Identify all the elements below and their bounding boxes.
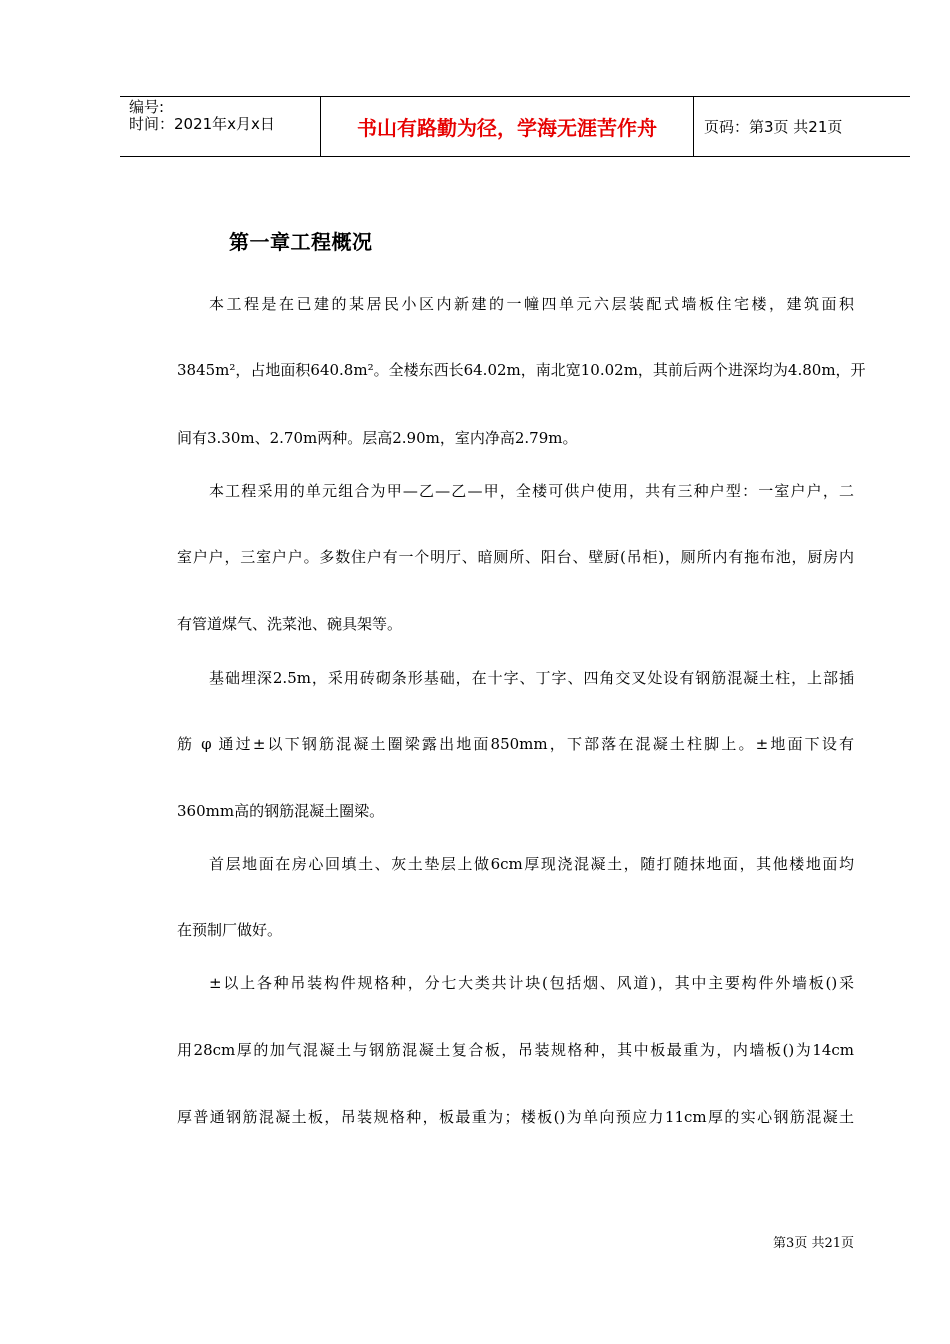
- header-table: [120, 96, 910, 157]
- paragraph-line: 有管道煤气、洗菜池、碗具架等。: [177, 615, 403, 633]
- paragraph-line: 室户户，三室户户。多数住户有一个明厅、暗厕所、阳台、壁厨(吊柜)，厕所内有拖布池，厨房内: [177, 548, 854, 566]
- page-footer: 第3页 共21页: [773, 1236, 854, 1251]
- paragraph-line: 在预制厂做好。: [177, 921, 283, 939]
- page-label: 页码：第3页 共21页: [704, 118, 843, 136]
- paragraph-line: 首层地面在房心回填土、灰土垫层上做6cm厚现浇混凝土，随打随抹地面，其他楼地面均: [209, 855, 854, 873]
- paragraph-line: 360mm高的钢筋混凝土圈梁。: [177, 802, 385, 820]
- paragraph-line: 间有3.30m、2.70m两种。层高2.90m，室内净高2.79m。: [177, 429, 578, 447]
- paragraph-line: 本工程是在已建的某居民小区内新建的一幢四单元六层装配式墙板住宅楼，建筑面积: [209, 295, 854, 313]
- paragraph-line: ±以上各种吊装构件规格种，分七大类共计块(包括烟、风道)，其中主要构件外墙板()采: [209, 974, 854, 992]
- time-label: 时间：2021年x月x日: [129, 115, 275, 133]
- paragraph-line: 厚普通钢筋混凝土板，吊装规格种，板最重为；楼板()为单向预应力11cm厚的实心钢筋混凝土: [177, 1108, 854, 1126]
- header-meta-cell: [120, 97, 321, 156]
- motto: 书山有路勤为径，学海无涯苦作舟: [321, 97, 694, 156]
- paragraph-line: 基础埋深2.5m，采用砖砌条形基础，在十字、丁字、四角交叉处设有钢筋混凝土柱，上部插: [209, 669, 854, 687]
- paragraph-line: 用28cm厚的加气混凝土与钢筋混凝土复合板，吊装规格种，其中板最重为，内墙板()为14cm: [177, 1041, 854, 1059]
- paragraph-line: 本工程采用的单元组合为甲—乙—乙—甲，全楼可供户使用，共有三种户型：一室户户，二: [209, 482, 854, 500]
- number-label: 编号:: [129, 98, 165, 116]
- chapter-title: 第一章工程概况: [229, 230, 373, 254]
- paragraph-line: 3845m²，占地面积640.8m²。全楼东西长64.02m，南北宽10.02m，其前后两个进深均为4.80m，开: [177, 361, 866, 379]
- paragraph-line: 筋 φ 通过±以下钢筋混凝土圈梁露出地面850mm，下部落在混凝土柱脚上。±地面下设有: [177, 735, 854, 753]
